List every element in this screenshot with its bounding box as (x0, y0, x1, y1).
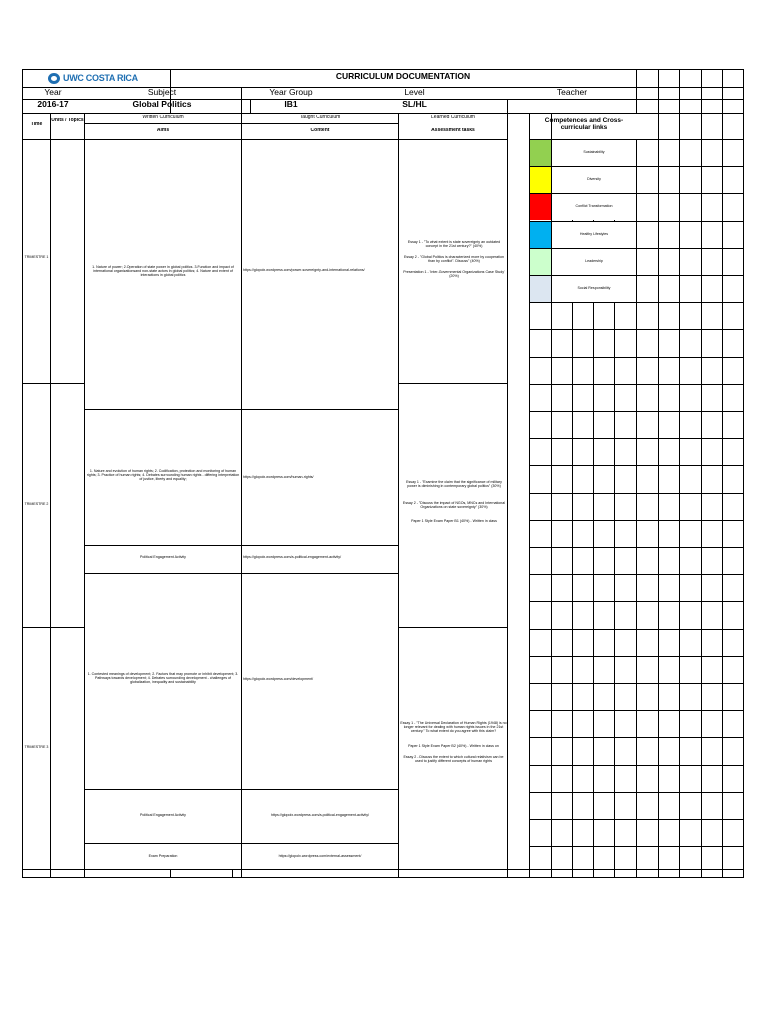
grid-line (241, 87, 242, 878)
term-label: TRIMESTRE 3 (24, 745, 49, 749)
competence-label: Leadership (585, 259, 603, 263)
level-value: SL/HL (402, 100, 427, 109)
aims-header: Aims (156, 128, 170, 133)
competences-header: Competences and Cross-curricular links (544, 117, 624, 132)
grid-line (50, 113, 51, 878)
assessment-item: Essay 1 - "The Universal Declaration of Human Rights (1948) is no longer relevant for dealing with human rights issues in the 21st century." To what extent do you agree with this claim? (400, 721, 507, 734)
competence-color-swatch (530, 276, 551, 302)
assessment-item: Paper 1 Style Exam Paper B1 (40%) - Written in class (411, 519, 497, 523)
units-header: Units / Topics (51, 118, 84, 123)
content-header: Content (310, 128, 330, 133)
year-group-value: IB1 (284, 100, 298, 109)
grid-line (22, 383, 85, 384)
grid-line (398, 113, 399, 878)
taught-header: Taught Curriculum (299, 115, 341, 120)
content-link[interactable]: https://glopolx.wordpress.com/development/ (243, 677, 314, 681)
grid-line (170, 869, 171, 878)
grid-line (701, 69, 702, 878)
grid-line (22, 69, 23, 878)
year-value: 2016-17 (37, 100, 69, 109)
competence-label: Diversity (587, 177, 601, 181)
teacher-label: Teacher (556, 88, 588, 97)
activity-link[interactable]: https://glopolx.wordpress.com/a-political-engagement-activity/ (243, 555, 342, 559)
grid-line (636, 69, 637, 113)
exam-label: Exam Preparation (148, 854, 178, 858)
grid-line (636, 139, 637, 878)
curriculum-sheet (22, 69, 744, 878)
grid-line (22, 139, 507, 140)
assessment-item: Essay 1 - "To what extent is state sovereignty an outdated concept in the 21st century?" (40%) (407, 240, 501, 249)
competence-color-swatch (530, 194, 551, 220)
activity-link[interactable]: https://glopolx.wordpress.com/a-political-engagement-activity/ (270, 813, 370, 817)
competence-color-swatch (530, 222, 551, 248)
exam-link[interactable]: https://glopolx.wordpress.com/external-assessment/ (278, 854, 362, 858)
competence-label: Social Responsibility (577, 286, 611, 290)
grid-line (232, 869, 233, 878)
activity-label: Political Engagement Activity (140, 555, 186, 559)
page-title: CURRICULUM DOCUMENTATION (335, 72, 471, 81)
time-header: Time (30, 122, 43, 127)
subject-value: Global Politics (132, 100, 192, 109)
grid-line (22, 113, 744, 114)
grid-line (679, 69, 680, 878)
grid-line (743, 69, 744, 878)
learned-header: Learned Curriculum (431, 115, 475, 120)
grid-line (84, 113, 85, 878)
assessment-item: Essay 2 - "Global Politics is characterized more by cooperation than by conflict". Discuss" (40%) (404, 255, 504, 264)
grid-line (507, 99, 508, 878)
grid-line (398, 383, 508, 384)
aims-text: 1. Nature and evolution of human rights; 2. Codification, protection and monitoring of human rights; 3. Practice of human rights; 4. Debates surrounding human rights - differing interpretation of justice, liberty and equality; (86, 469, 240, 482)
activity-label: Political Engagement Activity (140, 813, 186, 817)
competence-label: Healthy Lifestyles (579, 232, 609, 236)
assessment-item: Essay 2 - "Discuss the impact of NGOs, MNCs and International Organizations on state sovereignty" (30%) (402, 501, 506, 510)
year-label: Year (44, 88, 62, 97)
term-label: TRIMESTRE 2 (24, 502, 49, 506)
aims-text: 1. Contested meanings of development; 2. Factors that may promote or inhibit development; 3. Pathways towards development; 4. Debates surrounding development - challenges of globalization, inequality and sustainability (87, 672, 239, 685)
written-header: Written Curriculum (142, 115, 184, 120)
content-link[interactable]: https://glopolx.wordpress.com/power-sovereignty-and-international-relations/ (243, 268, 365, 272)
competence-label: Sustainability (583, 150, 605, 154)
dove-icon (48, 73, 60, 84)
level-label: Level (404, 88, 425, 97)
year-group-label: Year Group (269, 88, 313, 97)
competence-color-swatch (530, 167, 551, 193)
grid-line (398, 627, 508, 628)
assessment-item: Presentation 1 - 'Inter-Governmental Organizations Case Study' (20%) (403, 270, 505, 279)
assessment-item: Essay 2 - Discuss the extent to which cultural relativism can be used to justify different concepts of human rights (403, 755, 504, 764)
content-link[interactable]: https://glopolx.wordpress.com/human-rights/ (243, 475, 314, 479)
logo-text: UWC COSTA RICA (63, 73, 138, 83)
grid-line (658, 69, 659, 878)
competence-color-swatch (530, 249, 551, 275)
assessment-header: Assessment tasks (431, 128, 475, 133)
term-label: TRIMESTRE 1 (24, 255, 49, 259)
assessment-item: Essay 1 - "Examine the claim that the significance of military power is diminishing in contemporary global politics" (30%) (406, 480, 502, 489)
competence-color-swatch (530, 140, 551, 166)
grid-line (722, 69, 723, 878)
competence-label: Conflict Transformation (575, 204, 613, 208)
assessment-item: Paper 1 Style Exam Paper B2 (40%) - Written in class on (408, 744, 499, 748)
uwc-logo (48, 71, 138, 85)
subject-label: Subject (147, 88, 177, 97)
grid-line (22, 627, 85, 628)
aims-text: 1. Nature of power; 2.Operation of state power in global politics. 3.Function and impact of international organizationsand non-state actors in global politics; 4. Nature and extent of interactions in global politics (92, 265, 234, 278)
